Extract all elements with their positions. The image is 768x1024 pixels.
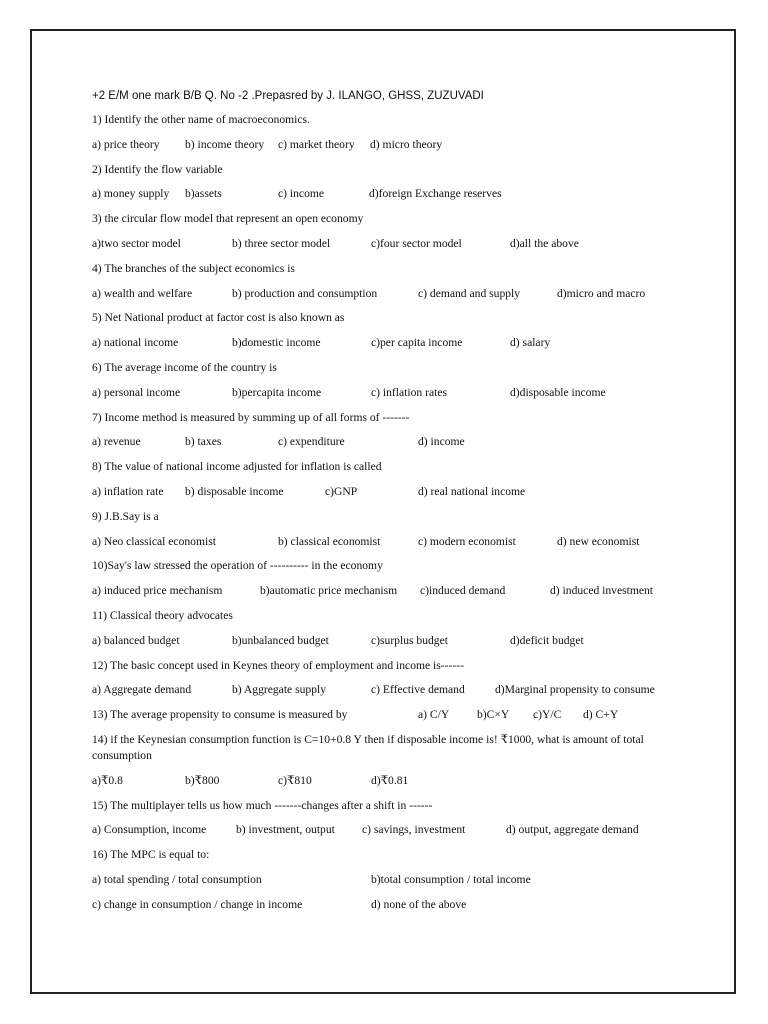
question-10 xyxy=(92,558,712,599)
option-b: b) Aggregate supply xyxy=(232,683,327,697)
options-row xyxy=(92,434,712,450)
question-text: 13) The average propensity to consume is measured by xyxy=(92,708,348,722)
question-14 xyxy=(92,732,712,789)
option-d: d) salary xyxy=(510,336,551,350)
option-a: a) total spending / total consumption xyxy=(92,872,262,886)
question-text: 14) if the Keynesian consumption function is C=10+0.8 Y then if disposable income is! ₹1000, what is amount of total consumption xyxy=(92,732,644,762)
options-row xyxy=(92,137,712,153)
options-row xyxy=(92,897,712,913)
question-13 xyxy=(92,707,712,723)
question-1 xyxy=(92,112,712,153)
option-c: c) demand and supply xyxy=(418,286,521,300)
option-c: c)per capita income xyxy=(371,336,463,350)
option-a: a) money supply xyxy=(92,187,170,201)
option-d: d) real national income xyxy=(418,484,526,498)
option-a: a) Neo classical economist xyxy=(92,534,216,548)
option-b: b) disposable income xyxy=(185,484,284,498)
option-b: b) classical economist xyxy=(278,534,381,548)
question-row xyxy=(92,707,712,723)
option-a: a) revenue xyxy=(92,435,141,449)
options-row xyxy=(92,236,712,252)
question-text: 1) Identify the other name of macroeconomics. xyxy=(92,113,310,126)
option-a: a) induced price mechanism xyxy=(92,584,223,598)
question-text: 8) The value of national income adjusted for inflation is called xyxy=(92,460,382,474)
option-d: d)Marginal propensity to consume xyxy=(495,683,655,697)
option-b: b)unbalanced budget xyxy=(232,633,329,647)
option-c: c) income xyxy=(278,187,325,201)
option-b: b) taxes xyxy=(185,435,222,449)
option-b: b)domestic income xyxy=(232,336,321,350)
question-text: 11) Classical theory advocates xyxy=(92,608,233,622)
option-a: a) inflation rate xyxy=(92,484,164,498)
options-row xyxy=(92,186,712,202)
question-text: 16) The MPC is equal to: xyxy=(92,848,210,862)
option-a: a)₹0.8 xyxy=(92,773,123,787)
option-d: d)foreign Exchange reserves xyxy=(369,187,502,201)
question-text: 5) Net National product at factor cost is also known as xyxy=(92,311,345,325)
option-a: a)two sector model xyxy=(92,236,181,250)
options-row xyxy=(92,385,712,401)
option-c: c)₹810 xyxy=(278,773,312,787)
option-a: a) price theory xyxy=(92,137,160,151)
option-d: d)deficit budget xyxy=(510,633,584,647)
option-c: c) expenditure xyxy=(278,435,345,449)
option-d: d)all the above xyxy=(510,236,579,250)
option-a: a) personal income xyxy=(92,385,181,399)
option-c: c)Y/C xyxy=(533,708,562,722)
question-16 xyxy=(92,847,712,913)
option-b: b)automatic price mechanism xyxy=(260,584,398,598)
question-2 xyxy=(92,162,712,203)
question-text: 15) The multiplayer tells us how much -------changes after a shift in ------ xyxy=(92,798,433,812)
option-d: d) C+Y xyxy=(583,708,619,722)
option-d: d)disposable income xyxy=(510,385,606,399)
option-b: b) investment, output xyxy=(236,823,335,837)
question-8 xyxy=(92,459,712,500)
option-d: d) none of the above xyxy=(371,897,467,911)
question-text: 9) J.B.Say is a xyxy=(92,509,159,523)
question-text: 2) Identify the flow variable xyxy=(92,162,223,176)
options-row xyxy=(92,286,712,302)
question-text: 3) the circular flow model that represent an open economy xyxy=(92,212,364,226)
question-15 xyxy=(92,798,712,839)
question-6 xyxy=(92,360,712,401)
option-c: c) change in consumption / change in income xyxy=(92,897,303,911)
option-d: d) induced investment xyxy=(550,584,654,598)
option-d: d)₹0.81 xyxy=(371,773,409,787)
question-text: 4) The branches of the subject economics is xyxy=(92,261,295,275)
document-body xyxy=(92,88,712,922)
option-b: b) production and consumption xyxy=(232,286,378,300)
options-row xyxy=(92,872,712,888)
option-b: b)total consumption / total income xyxy=(371,872,531,886)
options-row xyxy=(92,583,712,599)
question-4 xyxy=(92,261,712,302)
option-c: c)four sector model xyxy=(371,236,462,250)
option-c: c) Effective demand xyxy=(371,683,465,697)
question-5 xyxy=(92,310,712,351)
question-11 xyxy=(92,608,712,649)
options-row xyxy=(92,534,712,550)
question-9 xyxy=(92,509,712,550)
option-a: a) C/Y xyxy=(418,708,450,722)
option-d: d)micro and macro xyxy=(557,286,646,300)
document-header: +2 E/M one mark B/B Q. No -2 .Prepasred by J. ILANGO, GHSS, ZUZUVADI xyxy=(92,90,484,102)
option-b: b)percapita income xyxy=(232,385,322,399)
question-12 xyxy=(92,658,712,699)
option-d: d) output, aggregate demand xyxy=(506,823,639,837)
question-text: 10)Say's law stressed the operation of ---------- in the economy xyxy=(92,559,383,573)
options-row xyxy=(92,484,712,500)
option-b: b)C×Y xyxy=(477,708,510,722)
option-d: d) income xyxy=(418,435,465,449)
option-b: b) income theory xyxy=(185,137,265,151)
option-a: a) Aggregate demand xyxy=(92,683,192,697)
options-row xyxy=(92,633,712,649)
option-c: c) inflation rates xyxy=(371,385,447,399)
option-d: d) new economist xyxy=(557,534,640,548)
option-c: c)GNP xyxy=(325,484,358,498)
question-3 xyxy=(92,211,712,252)
option-a: a) balanced budget xyxy=(92,633,180,647)
option-a: a) national income xyxy=(92,336,179,350)
question-text: 12) The basic concept used in Keynes theory of employment and income is------ xyxy=(92,658,464,672)
option-c: c)surplus budget xyxy=(371,633,448,647)
option-c: c)induced demand xyxy=(420,584,506,598)
option-a: a) wealth and welfare xyxy=(92,286,193,300)
option-c: c) modern economist xyxy=(418,534,516,548)
options-row xyxy=(92,682,712,698)
option-a: a) Consumption, income xyxy=(92,823,207,837)
options-row xyxy=(92,773,712,789)
option-c: c) savings, investment xyxy=(362,823,466,837)
options-row xyxy=(92,335,712,351)
option-b: b) three sector model xyxy=(232,236,331,250)
question-7 xyxy=(92,410,712,451)
option-b: b)₹800 xyxy=(185,773,220,787)
option-b: b)assets xyxy=(185,187,222,201)
options-row xyxy=(92,822,712,838)
option-c: c) market theory xyxy=(278,137,355,151)
option-d: d) micro theory xyxy=(370,137,443,151)
question-text: 7) Income method is measured by summing up of all forms of ------- xyxy=(92,410,410,424)
question-text: 6) The average income of the country is xyxy=(92,360,277,374)
